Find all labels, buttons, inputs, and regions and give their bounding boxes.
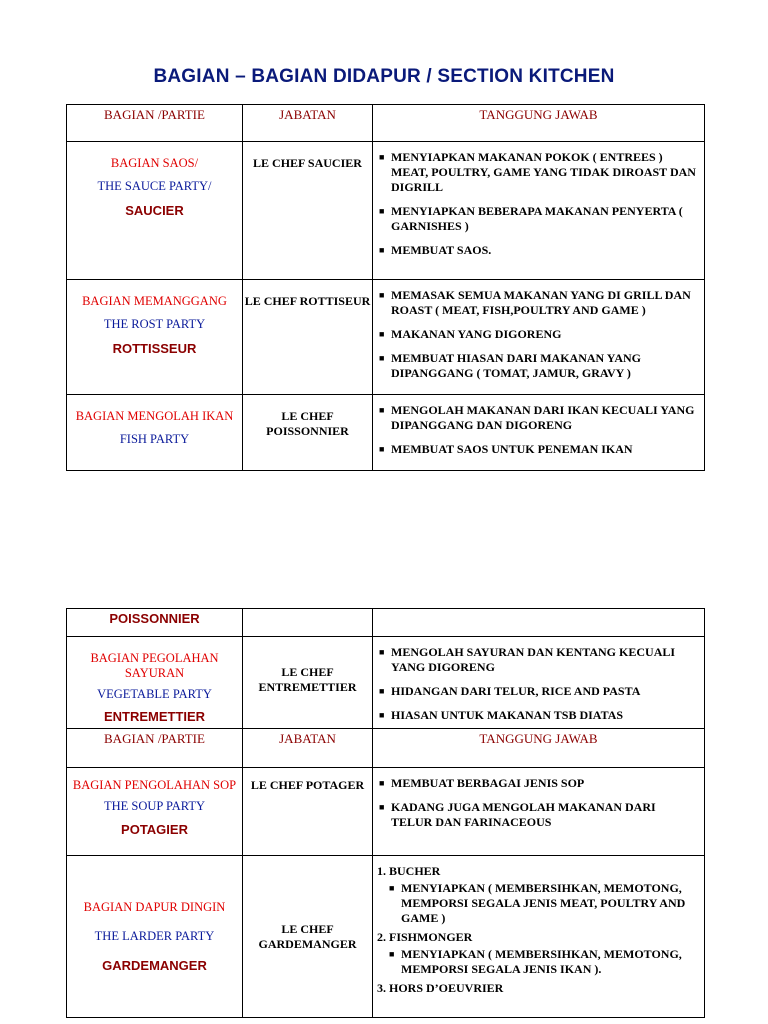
table-row-entremettier <box>67 637 705 729</box>
header-tanggung-jawab: TANGGUNG JAWAB <box>373 105 705 142</box>
header-tanggung-jawab: TANGGUNG JAWAB <box>373 729 705 768</box>
partie-name-id: BAGIAN SAOS/ <box>110 156 199 170</box>
duties-cell <box>373 142 705 280</box>
bullet-icon: ■ <box>379 647 385 657</box>
numbered-item: 3. HORS D’OEUVRIER <box>377 981 504 995</box>
duty-item: ■ MEMASAK SEMUA MAKANAN YANG DI GRILL DAN ROAST ( MEAT, FISH,POULTRY AND GAME ) <box>379 288 691 317</box>
duties-cell <box>373 856 705 1018</box>
partie-name-en: VEGETABLE PARTY <box>97 687 212 701</box>
bullet-icon: ■ <box>379 686 385 696</box>
duties-cell <box>373 280 705 395</box>
partie-name-fr: ENTREMETTIER <box>103 709 206 724</box>
table-row-poissonnier <box>67 395 705 471</box>
bullet-icon: ■ <box>379 353 385 363</box>
partie-name-en: THE ROST PARTY <box>103 317 206 331</box>
partie-name-en: FISH PARTY <box>119 432 190 446</box>
jabatan-cell: LE CHEF SAUCIER <box>243 142 373 280</box>
jabatan-cell: LE CHEF ENTREMETTIER <box>243 637 373 729</box>
partie-cell <box>67 768 243 856</box>
bullet-icon: ■ <box>379 329 385 339</box>
partie-name-id: BAGIAN MENGOLAH IKAN <box>75 409 234 423</box>
jabatan-cell: LE CHEF POTAGER <box>243 768 373 856</box>
partie-name-fr: POTAGIER <box>121 822 188 837</box>
header-jabatan: JABATAN <box>243 729 373 768</box>
bullet-icon: ■ <box>379 206 385 216</box>
bullet-icon: ■ <box>389 883 395 893</box>
sub-item: ■ MENYIAPKAN ( MEMBERSIHKAN, MEMOTONG, MEMPORSI SEGALA JENIS MEAT, POULTRY AND GAME ) <box>389 881 686 925</box>
table-row-saucier <box>67 142 705 280</box>
bullet-icon: ■ <box>379 245 385 255</box>
duty-item: ■ MAKANAN YANG DIGORENG <box>379 327 562 341</box>
partie-cell <box>67 637 243 729</box>
kitchen-sections-table-1 <box>66 104 705 471</box>
duty-item: ■ MEMBUAT BERBAGAI JENIS SOP <box>379 776 585 790</box>
duty-item: ■ MENGOLAH MAKANAN DARI IKAN KECUALI YANG DIPANGGANG DAN DIGORENG <box>379 403 695 432</box>
numbered-item: 1. BUCHER <box>377 864 441 878</box>
bullet-icon: ■ <box>379 802 385 812</box>
numbered-item: 2. FISHMONGER <box>377 930 473 944</box>
table-row-rottisseur <box>67 280 705 395</box>
table-header-row <box>67 729 705 768</box>
empty-cell <box>243 609 373 637</box>
duty-item: ■ MENYIAPKAN MAKANAN POKOK ( ENTREES ) MEAT, POULTRY, GAME YANG TIDAK DIROAST DAN DIGRILL <box>379 150 696 194</box>
bullet-icon: ■ <box>379 444 385 454</box>
duties-cell <box>373 768 705 856</box>
bullet-icon: ■ <box>379 778 385 788</box>
bullet-icon: ■ <box>389 949 395 959</box>
partie-name-en: THE LARDER PARTY <box>94 929 215 943</box>
partie-name-id: BAGIAN DAPUR DINGIN <box>83 900 226 914</box>
partie-name-id: BAGIAN PEGOLAHAN SAYURAN <box>90 651 219 680</box>
partie-name-fr: SAUCIER <box>125 203 184 218</box>
partie-cell <box>67 609 243 637</box>
duties-cell <box>373 395 705 471</box>
partie-cell <box>67 856 243 1018</box>
bullet-icon: ■ <box>379 710 385 720</box>
table-row-potagier <box>67 768 705 856</box>
duty-item: ■ MEMBUAT SAOS UNTUK PENEMAN IKAN <box>379 442 633 456</box>
table-row-gardemanger <box>67 856 705 1018</box>
header-partie: BAGIAN /PARTIE <box>67 729 243 768</box>
partie-cell <box>67 280 243 395</box>
duties-cell <box>373 637 705 729</box>
sub-item: ■ MENYIAPKAN ( MEMBERSIHKAN, MEMOTONG, MEMPORSI SEGALA JENIS IKAN ). <box>389 947 682 976</box>
partie-name-id: BAGIAN PENGOLAHAN SOP <box>72 778 237 792</box>
header-jabatan: JABATAN <box>243 105 373 142</box>
partie-name-fr: ROTTISSEUR <box>112 341 197 356</box>
bullet-icon: ■ <box>379 152 385 162</box>
table-header-row <box>67 105 705 142</box>
partie-cell <box>67 142 243 280</box>
page-title: BAGIAN – BAGIAN DIDAPUR / SECTION KITCHEN <box>153 66 615 87</box>
partie-name-fr: GARDEMANGER <box>102 958 207 973</box>
duty-item: ■ MENYIAPKAN BEBERAPA MAKANAN PENYERTA ( GARNISHES ) <box>379 204 683 233</box>
jabatan-cell: LE CHEF POISSONNIER <box>243 395 373 471</box>
continuation-row <box>67 609 705 637</box>
duty-item: ■ HIASAN UNTUK MAKANAN TSB DIATAS <box>379 708 624 722</box>
jabatan-cell: LE CHEF ROTTISEUR <box>243 280 373 395</box>
partie-name-id: BAGIAN MEMANGGANG <box>82 294 227 308</box>
jabatan-cell: LE CHEF GARDEMANGER <box>243 856 373 1018</box>
partie-cell <box>67 395 243 471</box>
kitchen-sections-table-2 <box>66 608 705 1018</box>
duty-item: ■ MEMBUAT SAOS. <box>379 243 492 257</box>
duty-item: ■ MEMBUAT HIASAN DARI MAKANAN YANG DIPANGGANG ( TOMAT, JAMUR, GRAVY ) <box>379 351 642 380</box>
empty-cell <box>373 609 705 637</box>
duty-item: ■ KADANG JUGA MENGOLAH MAKANAN DARI TELUR DAN FARINACEOUS <box>379 800 656 829</box>
duty-item: ■ MENGOLAH SAYURAN DAN KENTANG KECUALI YANG DIGORENG <box>379 645 676 674</box>
partie-name-en: THE SAUCE PARTY/ <box>97 179 212 193</box>
bullet-icon: ■ <box>379 405 385 415</box>
duty-item: ■ HIDANGAN DARI TELUR, RICE AND PASTA <box>379 684 641 698</box>
bullet-icon: ■ <box>379 290 385 300</box>
partie-name-en: THE SOUP PARTY <box>103 799 206 813</box>
partie-name-fr: POISSONNIER <box>109 611 200 626</box>
header-partie: BAGIAN /PARTIE <box>67 105 243 142</box>
